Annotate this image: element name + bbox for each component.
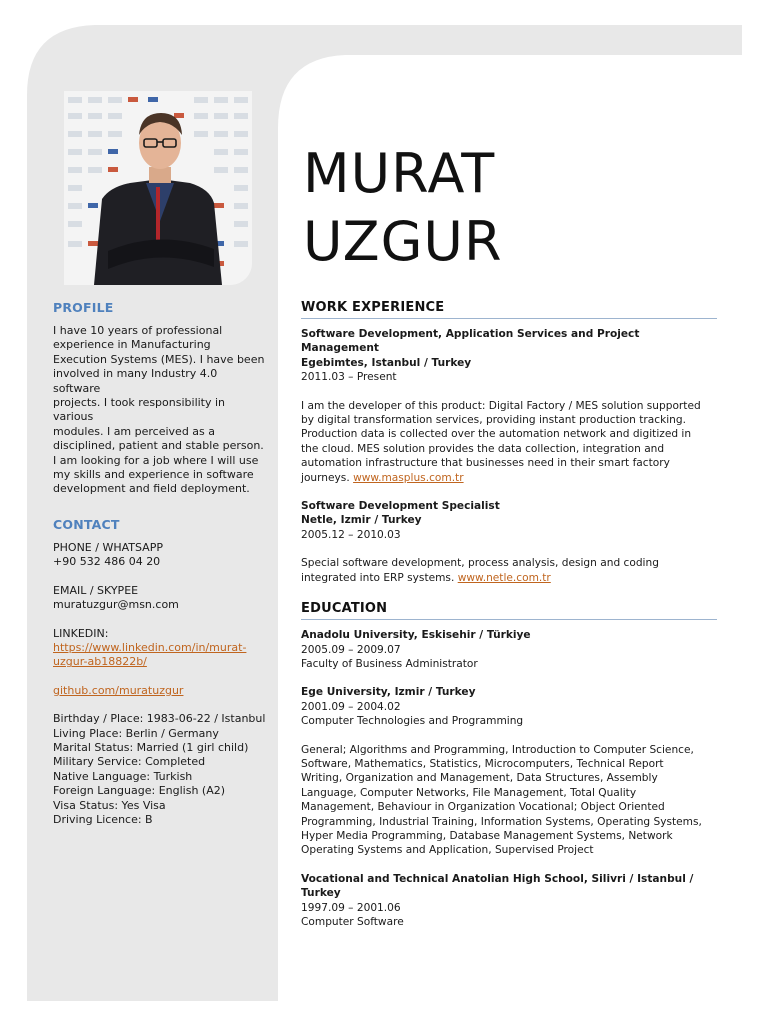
last-name: UZGUR <box>303 210 503 273</box>
linkedin-block <box>53 627 267 670</box>
school-name: Ege University, Izmir / Turkey <box>301 686 476 699</box>
personal-details <box>53 712 267 827</box>
education-degree: Computer Software <box>301 916 404 928</box>
course-line: Hyper Media Programming, Database Management Systems, Network <box>301 829 673 842</box>
course-line: General; Algorithms and Programming, Introduction to Computer Science, <box>301 743 694 756</box>
contact-heading: CONTACT <box>53 517 120 532</box>
phone-block <box>53 541 267 570</box>
course-line: Language, Computer Networks, File Management, Total Quality <box>301 786 637 799</box>
github-link[interactable]: github.com/muratuzgur <box>53 683 184 697</box>
email-label: EMAIL / SKYPEE <box>53 583 139 597</box>
education-entry <box>301 628 717 671</box>
profile-line: I am looking for a job where I will use <box>53 453 259 467</box>
personal-detail: Birthday / Place: 1983-06-22 / Istanbul <box>53 712 266 726</box>
email-block <box>53 584 267 613</box>
sidebar <box>53 300 267 828</box>
education-heading: EDUCATION <box>301 601 717 620</box>
linkedin-link-continued[interactable]: uzgur-ab18822b/ <box>53 655 147 669</box>
personal-detail: Military Service: Completed <box>53 755 206 769</box>
personal-detail: Driving Licence: B <box>53 813 153 827</box>
job-description-end: journeys. <box>301 471 354 484</box>
company-website-link[interactable]: www.netle.com.tr <box>457 571 551 584</box>
education-dates: 2001.09 – 2004.02 <box>301 700 401 713</box>
job-company: Netle, Izmir / Turkey <box>301 514 422 527</box>
job-description-line: I am the developer of this product: Digital Factory / MES solution supported <box>301 399 701 412</box>
personal-detail: Living Place: Berlin / Germany <box>53 726 219 740</box>
job-description-end: integrated into ERP systems. <box>301 571 458 584</box>
work-experience-heading: WORK EXPERIENCE <box>301 300 717 319</box>
education-dates: 1997.09 – 2001.06 <box>301 901 401 914</box>
person-portrait-icon <box>64 91 252 285</box>
profile-line: experience in Manufacturing <box>53 338 211 352</box>
phone-value: +90 532 486 04 20 <box>53 555 161 569</box>
education-dates: 2005.09 – 2009.07 <box>301 643 401 656</box>
school-name: Anadolu University, Eskisehir / Türkiye <box>301 629 531 642</box>
course-line: Software, Mathematics, Statistics, Microcomputers, Technical Report <box>301 757 664 770</box>
job-description-line: the cloud. MES solution provides the data collection, integration and <box>301 442 665 455</box>
job-description-line: Special software development, process analysis, design and coding <box>301 557 659 570</box>
job-description-line <box>301 571 717 585</box>
course-line: Writing, Organization and Management, Data Structures, Assembly <box>301 772 658 785</box>
personal-detail: Foreign Language: English (A2) <box>53 784 226 798</box>
personal-detail: Visa Status: Yes Visa <box>53 798 166 812</box>
profile-line: projects. I took responsibility in various <box>53 396 226 424</box>
profile-line: modules. I am perceived as a <box>53 424 216 438</box>
profile-line: Execution Systems (MES). I have been <box>53 352 265 366</box>
github-block <box>53 684 267 698</box>
phone-label: PHONE / WHATSAPP <box>53 541 163 554</box>
personal-detail: Native Language: Turkish <box>53 769 193 783</box>
company-website-link[interactable]: www.masplus.com.tr <box>353 471 464 484</box>
main-content <box>301 300 717 943</box>
profile-heading: PROFILE <box>53 300 114 315</box>
education-degree: Computer Technologies and Programming <box>301 715 524 728</box>
education-entry <box>301 685 717 857</box>
education-degree: Faculty of Business Administrator <box>301 657 478 670</box>
email-value: muratuzgur@msn.com <box>53 598 179 612</box>
job-entry <box>301 327 717 485</box>
job-title: Software Development, Application Services and Project Management <box>301 328 640 355</box>
profile-line: involved in many Industry 4.0 software <box>53 367 218 395</box>
job-dates: 2011.03 – Present <box>301 371 397 384</box>
profile-line: development and field deployment. <box>53 482 250 496</box>
job-entry <box>301 499 717 585</box>
job-description-line: by digital transformation services, providing instant production tracking. <box>301 414 686 427</box>
first-name: MURAT <box>303 142 496 205</box>
linkedin-link[interactable]: https://www.linkedin.com/in/murat- <box>53 641 247 655</box>
course-line: Operating Systems and Application, Supervised Project <box>301 844 594 857</box>
personal-detail: Marital Status: Married (1 girl child) <box>53 741 249 755</box>
school-name: Vocational and Technical Anatolian High School, Silivri / Istanbul / Turkey <box>301 872 694 900</box>
candidate-name <box>303 140 502 276</box>
job-description-line <box>301 471 717 485</box>
profile-line: disciplined, patient and stable person. <box>53 439 264 453</box>
job-company: Egebimtes, Istanbul / Turkey <box>301 356 472 369</box>
profile-line: I have 10 years of professional <box>53 324 223 337</box>
job-description-line: automation infrastructure that businesses need in their smart factory <box>301 457 670 470</box>
linkedin-label: LINKEDIN: <box>53 626 109 640</box>
job-description-line: Production data is collected over the automation network and digitized in <box>301 428 692 441</box>
profile-line: my skills and experience in software <box>53 468 254 482</box>
course-line: Management, Behaviour in Organization Vocational; Object Oriented <box>301 801 665 814</box>
job-dates: 2005.12 – 2010.03 <box>301 528 401 541</box>
job-title: Software Development Specialist <box>301 500 500 513</box>
profile-photo <box>64 91 252 285</box>
course-line: Programming, Industrial Training, Information Systems, Operating Systems, <box>301 815 702 828</box>
education-entry <box>301 872 717 930</box>
profile-summary <box>53 324 267 496</box>
